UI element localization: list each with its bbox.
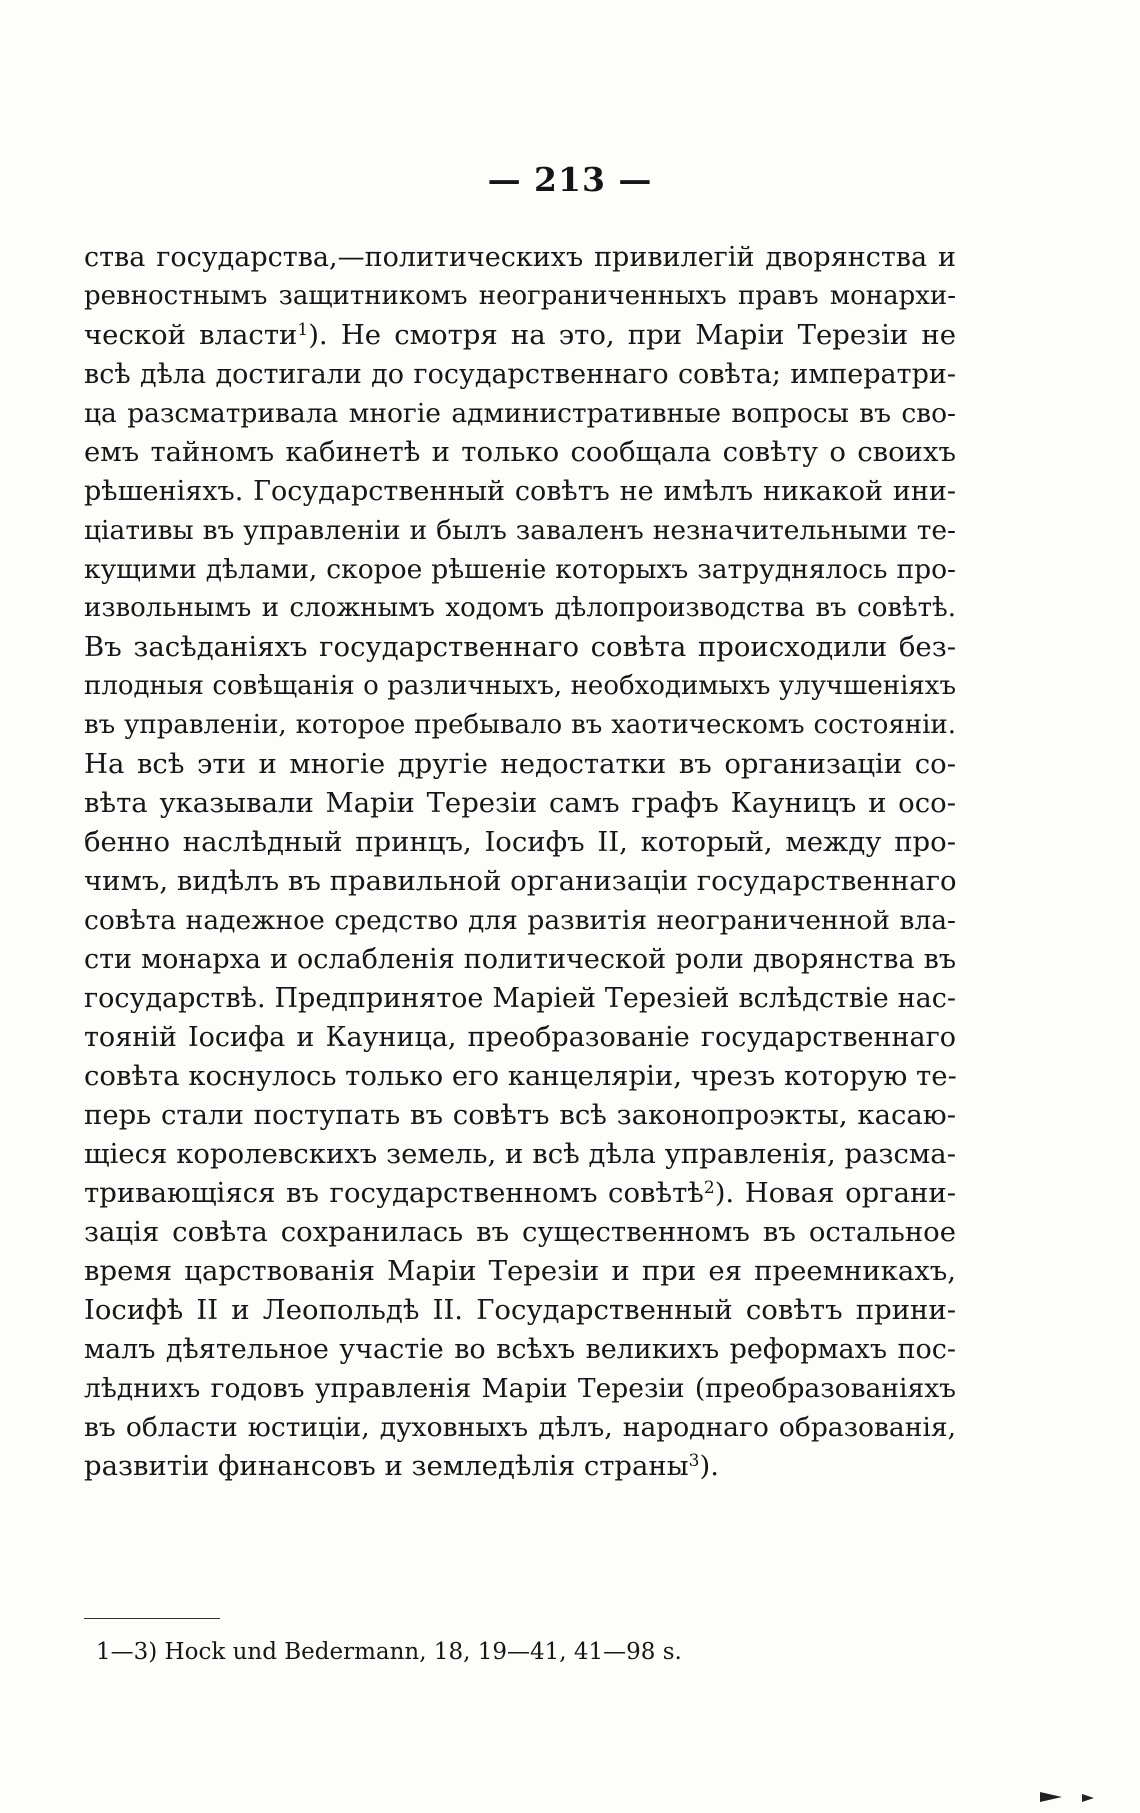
footnote-ref: 2 <box>703 1178 715 1198</box>
text-line: Іосифѣ II и Леопольдѣ II. Государственный совѣтъ прини- <box>84 1294 956 1326</box>
printer-mark-small-icon <box>1082 1794 1094 1802</box>
text-line: извольнымъ и сложнымъ ходомъ дѣлопроизводства въ совѣтѣ. <box>84 593 956 623</box>
printer-mark-icon <box>1040 1792 1062 1802</box>
text-line: вѣта указывали Маріи Терезіи самъ графъ Кауницъ и осо- <box>84 787 956 819</box>
text-line: ства государства,—политическихъ привилегій дворянства и <box>84 242 956 273</box>
text-line: ца разсматривала многіе административные вопросы въ сво- <box>84 398 956 429</box>
text-line: малъ дѣятельное участіе во всѣхъ великихъ реформахъ пос- <box>84 1334 956 1365</box>
text-line: щіеся королевскихъ земель, и всѣ дѣла управленія, разсма- <box>84 1138 956 1170</box>
text-line: совѣта надежное средство для развитія неограниченной вла- <box>84 905 956 936</box>
text-line: время царствованія Маріи Терезіи и при ея преемникахъ, <box>84 1255 956 1287</box>
text-line: кущими дѣлами, скорое рѣшеніе которыхъ затруднялось про- <box>84 554 956 585</box>
body-text <box>84 238 956 1486</box>
text-line: въ управленіи, которое пребывало въ хаотическомъ состояніи. <box>84 710 956 740</box>
text-line: Въ засѣданіяхъ государственнаго совѣта происходили без- <box>84 631 956 663</box>
text-line: всѣ дѣла достигали до государственнаго совѣта; императри- <box>84 359 956 390</box>
text-line: плодныя совѣщанія о различныхъ, необходимыхъ улучшеніяхъ <box>84 671 956 701</box>
text-line: бенно наслѣдный принцъ, Іосифъ II, который, между про- <box>84 826 956 858</box>
text-line: рѣшеніяхъ. Государственный совѣтъ не имѣлъ никакой ини- <box>84 476 956 507</box>
text-line: зація совѣта сохранилась въ существенномъ въ остальное <box>84 1216 956 1248</box>
footnote: 1—3) Hock und Bedermann, 18, 19—41, 41—98 s. <box>96 1639 682 1665</box>
text-line: сти монарха и ослабленія политической роли дворянства въ <box>84 944 956 975</box>
footnote-ref: 1 <box>297 320 309 340</box>
text-line: ческой власти$^1$). Не смотря на это, при Маріи Терезіи не <box>84 319 956 351</box>
text-line: развитіи финансовъ и земледѣлія страны$^3$). <box>84 1450 719 1482</box>
text-line: На всѣ эти и многіе другіе недостатки въ организаціи со- <box>84 748 956 780</box>
text-line: лѣднихъ годовъ управленія Маріи Терезіи (преобразованіяхъ <box>84 1373 956 1404</box>
text-line: совѣта коснулось только его канцеляріи, чрезъ которую те- <box>84 1060 957 1092</box>
footnote-separator <box>84 1618 220 1619</box>
text-line: емъ тайномъ кабинетѣ и только сообщала совѣту о своихъ <box>84 436 956 468</box>
text-line: тривающіяся въ государственномъ совѣтѣ$^2$). Новая органи- <box>84 1177 956 1209</box>
footnote-ref: 3 <box>688 1451 700 1471</box>
text-line: въ области юстиціи, духовныхъ дѣлъ, народнаго образованія, <box>84 1412 956 1443</box>
page-number: — 213 — <box>487 160 653 199</box>
text-line: государствѣ. Предпринятое Маріей Терезіей вслѣдствіе нас- <box>84 983 956 1014</box>
text-line: ціативы въ управленіи и былъ заваленъ незначительными те- <box>84 515 956 546</box>
text-line: ревностнымъ защитникомъ неограниченныхъ правъ монархи- <box>84 281 956 311</box>
text-line: чимъ, видѣлъ въ правильной организаціи государственнаго <box>84 865 957 897</box>
text-line: тояній Іосифа и Кауница, преобразованіе государственнаго <box>84 1022 956 1053</box>
text-line: перь стали поступать въ совѣтъ всѣ законопроэкты, касаю- <box>84 1099 956 1131</box>
